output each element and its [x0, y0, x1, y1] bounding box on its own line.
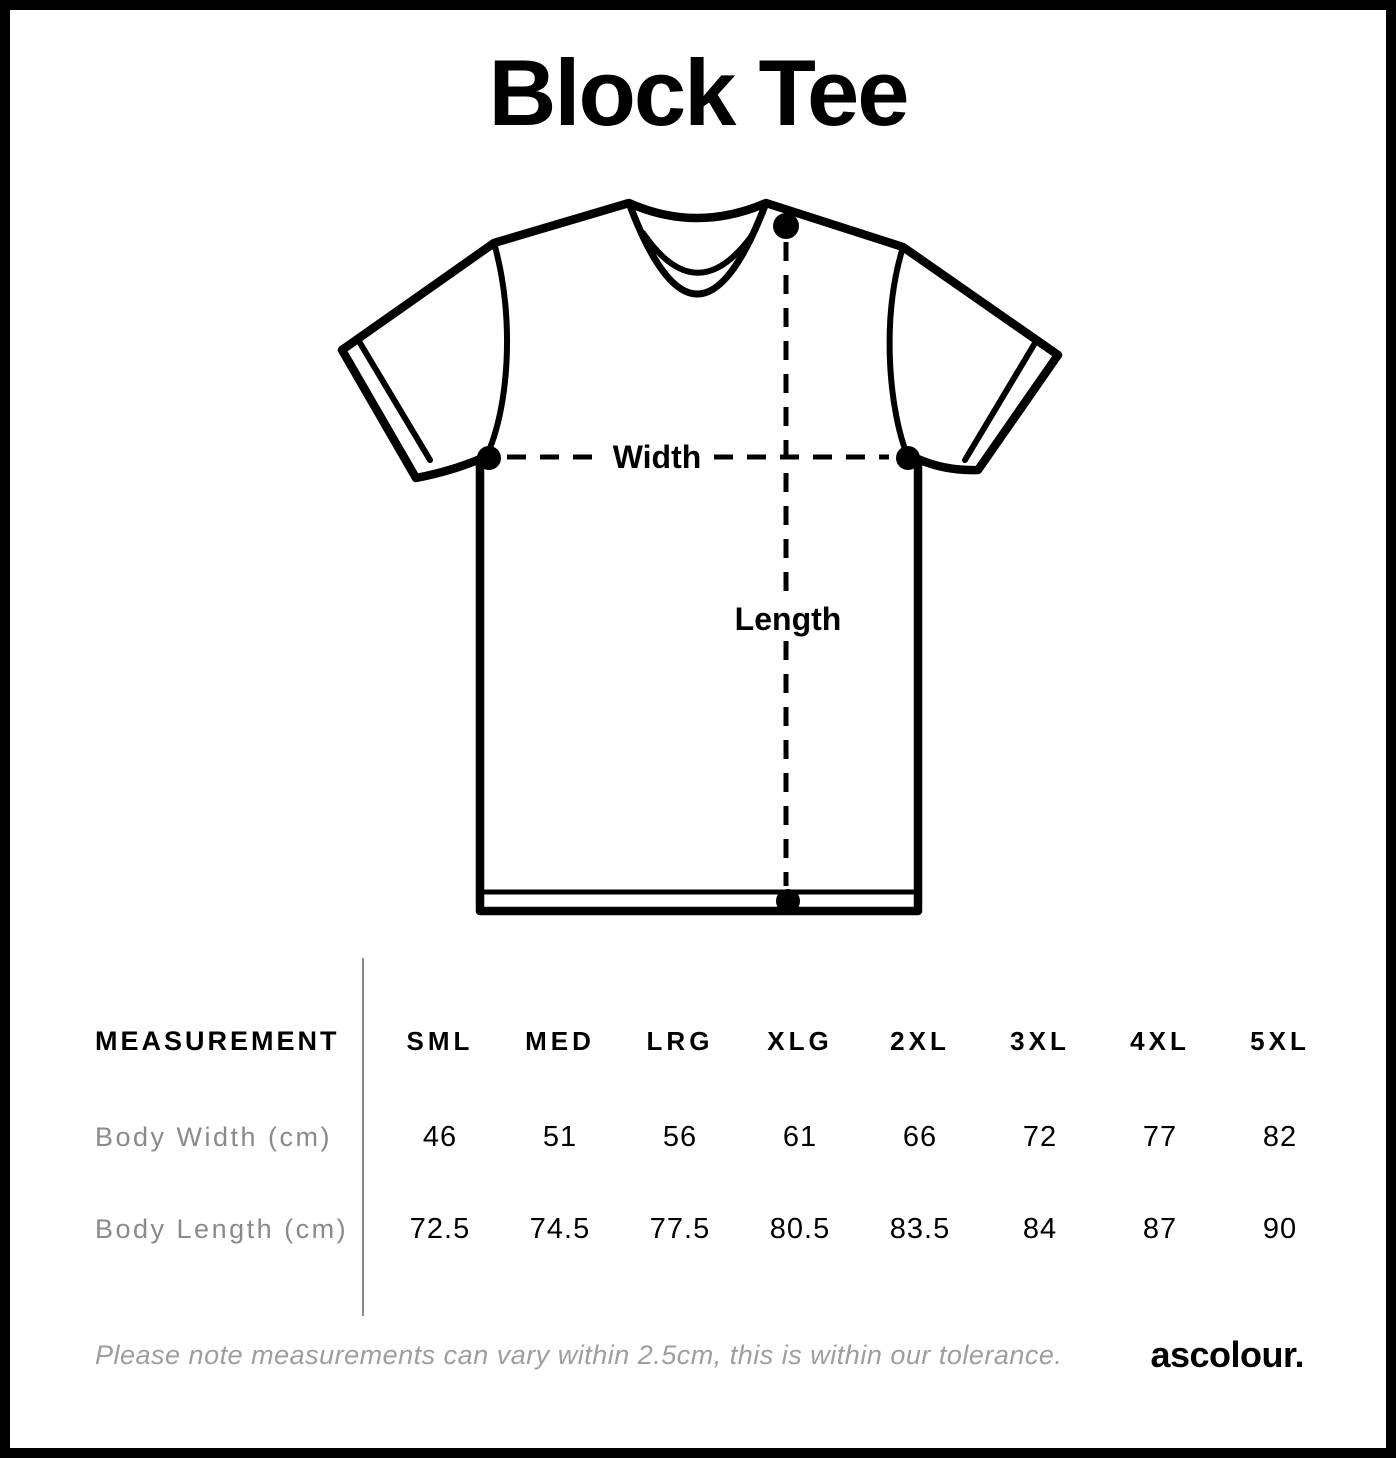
- body-length-lrg: 77.5: [649, 1212, 711, 1245]
- body-width-3xl: 72: [1022, 1120, 1058, 1153]
- row-label-body-length: Body Length (cm): [95, 1213, 349, 1244]
- body-width-lrg: 56: [662, 1120, 698, 1153]
- tolerance-note: Please note measurements can vary within 2.5cm, this is within our tolerance.: [95, 1340, 1063, 1370]
- measurement-header: MEASUREMENT: [95, 1025, 340, 1056]
- size-header-lrg: LRG: [646, 1025, 714, 1056]
- body-width-2xl: 66: [902, 1120, 938, 1153]
- body-length-sml: 72.5: [409, 1212, 471, 1245]
- row-label-body-width: Body Width (cm): [95, 1121, 333, 1152]
- armpit-right-dot: [896, 446, 920, 470]
- body-length-xlg: 80.5: [769, 1212, 831, 1245]
- body-length-med: 74.5: [529, 1212, 591, 1245]
- width-label: Width: [612, 439, 702, 475]
- body-width-5xl: 82: [1262, 1120, 1298, 1153]
- table-row-body-length: [95, 1204, 1340, 1254]
- size-header-2xl: 2XL: [890, 1025, 950, 1056]
- size-header-4xl: 4XL: [1130, 1025, 1190, 1056]
- length-label: Length: [734, 601, 842, 637]
- body-length-3xl: 84: [1022, 1212, 1058, 1245]
- tshirt-outline: [342, 203, 1058, 911]
- table-header-row: [95, 1016, 1340, 1066]
- shoulder-dot: [773, 213, 799, 239]
- size-header-5xl: 5XL: [1250, 1025, 1310, 1056]
- brand-logo: ascolour.: [1150, 1334, 1304, 1375]
- body-length-5xl: 90: [1262, 1212, 1298, 1245]
- size-header-sml: SML: [406, 1025, 474, 1056]
- size-header-xlg: XLG: [767, 1025, 833, 1056]
- hem-dot: [776, 889, 800, 913]
- size-header-med: MED: [525, 1025, 595, 1056]
- body-width-4xl: 77: [1142, 1120, 1178, 1153]
- size-header-3xl: 3XL: [1010, 1025, 1070, 1056]
- armpit-left-dot: [477, 446, 501, 470]
- table-row-body-width: [95, 1112, 1340, 1162]
- body-width-sml: 46: [422, 1120, 458, 1153]
- page-title: Block Tee: [488, 40, 908, 145]
- size-table: [95, 1016, 1340, 1254]
- body-width-xlg: 61: [782, 1120, 818, 1153]
- body-length-4xl: 87: [1142, 1212, 1178, 1245]
- body-width-med: 51: [542, 1120, 578, 1153]
- body-length-2xl: 83.5: [889, 1212, 951, 1245]
